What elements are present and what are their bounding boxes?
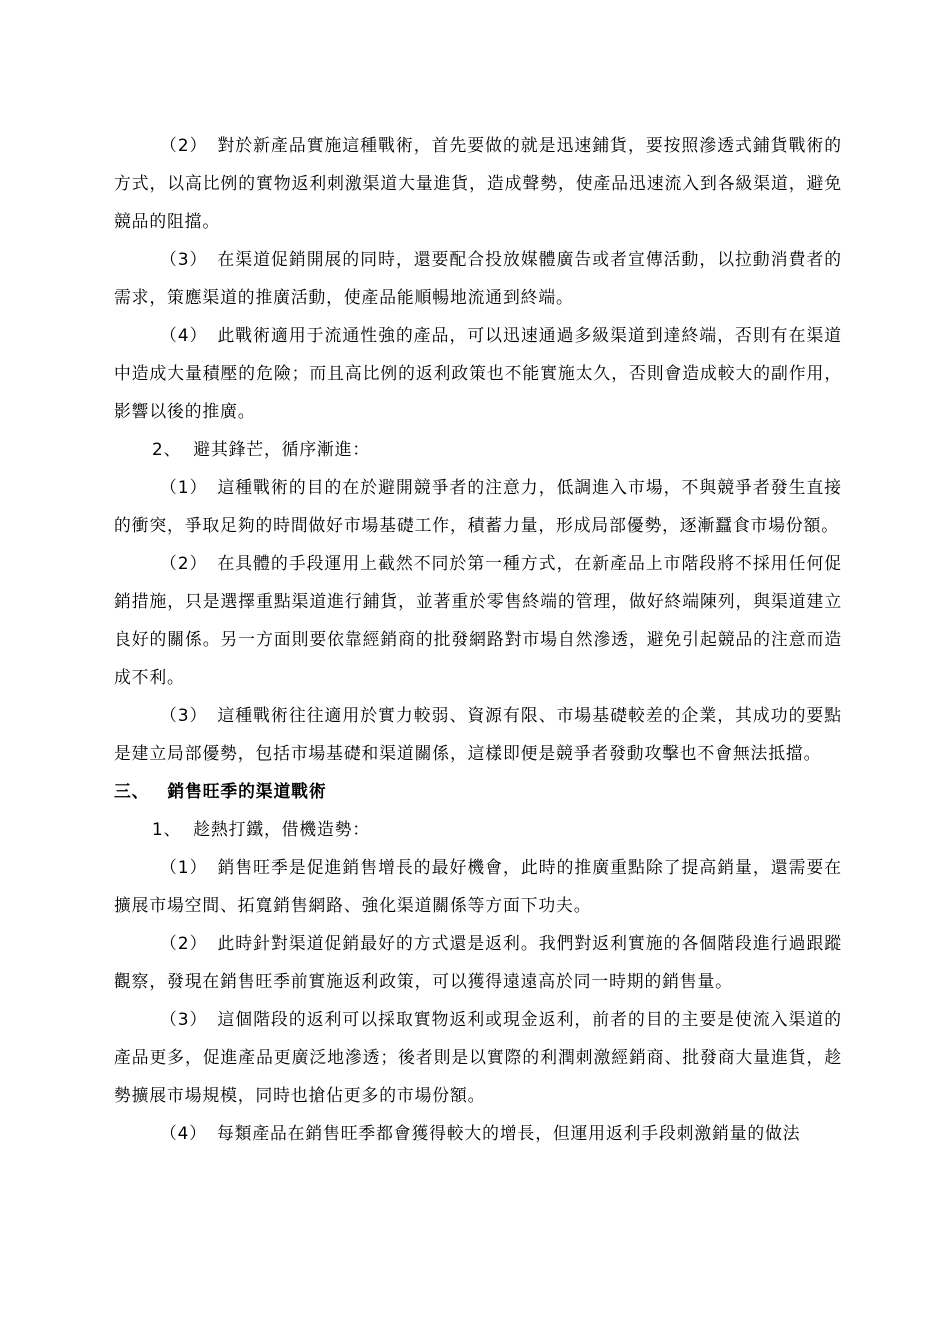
item-number: （1） <box>160 477 208 497</box>
paragraph-text: 這種戰術的目的在於避開競爭者的注意力，低調進入市場，不與競爭者發生直接的衝突，爭取足夠的時間做好市場基礎工作，積蓄力量，形成局部優勢，逐漸蠶食市場份額。 <box>114 477 842 535</box>
item-number: （2） <box>160 933 208 953</box>
item-number: （4） <box>160 325 208 345</box>
subheading <box>114 430 842 468</box>
paragraph-text: 在渠道促銷開展的同時，還要配合投放媒體廣告或者宣傳活動，以拉動消費者的需求，策應渠道的推廣活動，使產品能順暢地流通到終端。 <box>114 249 842 307</box>
document-page <box>114 126 842 1152</box>
paragraph <box>114 126 842 240</box>
paragraph <box>114 468 842 544</box>
subheading-text: 避其鋒芒，循序漸進： <box>193 439 371 459</box>
paragraph-text: 這個階段的返利可以採取實物返利或現金返利，前者的目的主要是使流入渠道的產品更多，促進產品更廣泛地滲透；後者則是以實際的利潤刺激經銷商、批發商大量進貨，趁勢擴展市場規模，同時也搶佔更多的市場份額。 <box>114 1009 842 1105</box>
paragraph <box>114 1000 842 1114</box>
item-number: （3） <box>160 249 208 269</box>
item-number: （4） <box>160 1123 207 1143</box>
paragraph <box>114 696 842 772</box>
item-number: （1） <box>160 857 208 877</box>
paragraph-text: 銷售旺季是促進銷售增長的最好機會，此時的推廣重點除了提高銷量，還需要在擴展市場空間、拓寬銷售網路、強化渠道關係等方面下功夫。 <box>114 857 842 915</box>
paragraph-text: 此時針對渠道促銷最好的方式還是返利。我們對返利實施的各個階段進行過跟蹤觀察，發現在銷售旺季前實施返利政策，可以獲得遠遠高於同一時期的銷售量。 <box>114 933 842 991</box>
item-number: （3） <box>160 1009 208 1029</box>
item-number: 2、 <box>152 439 182 459</box>
paragraph-text: 此戰術適用于流通性強的產品，可以迅速通過多級渠道到達終端，否則有在渠道中造成大量積壓的危險；而且高比例的返利政策也不能實施太久，否則會造成較大的副作用，影響以後的推廣。 <box>114 325 842 421</box>
paragraph-text: 在具體的手段運用上截然不同於第一種方式，在新產品上市階段將不採用任何促銷措施，只是選擇重點渠道進行鋪貨，並著重於零售終端的管理，做好終端陳列，與渠道建立良好的關係。另一方面則要依靠經銷商的批發網路對市場自然滲透，避免引起競品的注意而造成不利。 <box>114 553 842 687</box>
paragraph <box>114 544 842 696</box>
paragraph-text: 對於新產品實施這種戰術，首先要做的就是迅速鋪貨，要按照滲透式鋪貨戰術的方式，以高比例的實物返利刺激渠道大量進貨，造成聲勢，使產品迅速流入到各級渠道，避免競品的阻擋。 <box>114 135 842 231</box>
paragraph <box>114 1114 842 1152</box>
subheading <box>114 810 842 848</box>
item-number: （2） <box>160 553 208 573</box>
paragraph <box>114 240 842 316</box>
paragraph <box>114 848 842 924</box>
section-heading-text: 銷售旺季的渠道戰術 <box>167 781 327 801</box>
paragraph-text: 這種戰術往往適用於實力較弱、資源有限、市場基礎較差的企業，其成功的要點是建立局部優勢，包括市場基礎和渠道關係，這樣即便是競爭者發動攻擊也不會無法抵擋。 <box>114 705 842 763</box>
subheading-text: 趁熱打鐵，借機造勢： <box>193 819 371 839</box>
section-number: 三、 <box>114 781 150 801</box>
paragraph <box>114 924 842 1000</box>
paragraph <box>114 316 842 430</box>
section-heading <box>114 772 842 810</box>
item-number: （2） <box>160 135 208 155</box>
item-number: （3） <box>160 705 208 725</box>
paragraph-text: 每類產品在銷售旺季都會獲得較大的增長，但運用返利手段刺激銷量的做法 <box>216 1123 801 1143</box>
item-number: 1、 <box>152 819 182 839</box>
